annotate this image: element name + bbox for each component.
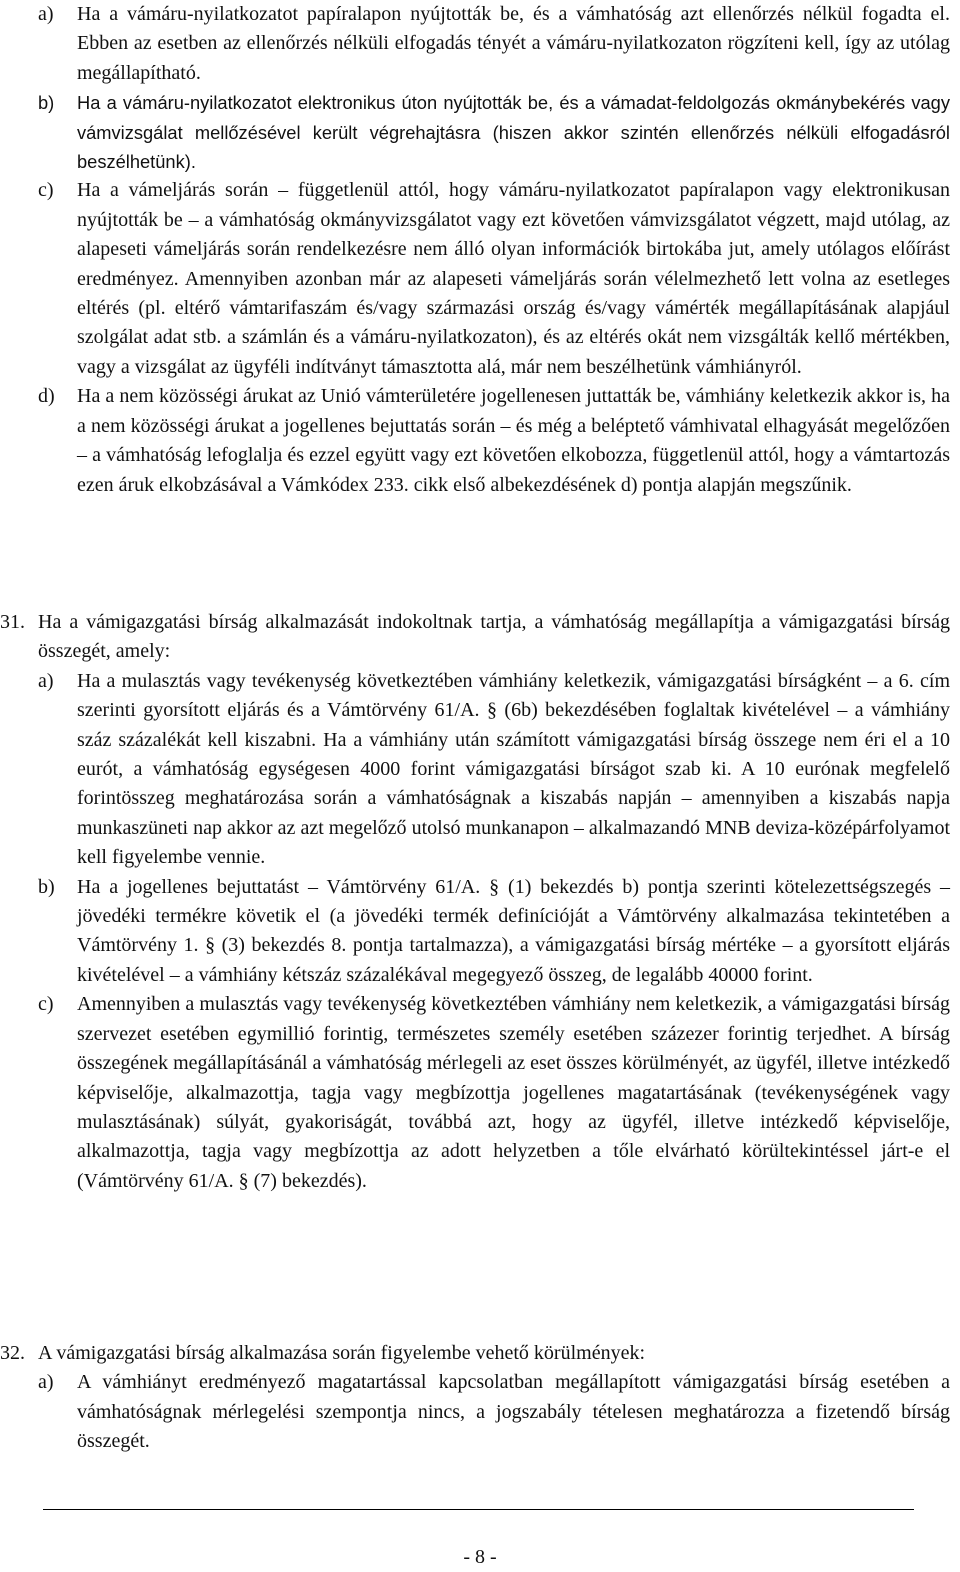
item-label: c)	[38, 993, 54, 1016]
section-31	[0, 608, 955, 1196]
item-text: Ha a jogellenes bejuttatást – Vámtörvény 61/A. § (1) bekezdés b) pontja szerinti kötelezettségszegés – jövedéki termékre követik el (a jövedéki termék definícióját a Vámtörvény alkalmazása tekintetében a Vámtörvény 1. § (3) bekezdés 8. pontja tartalmazza), a vámigazgatási bírság mértéke – a gyorsított eljárás kivételével – a vámhiány kétszáz százalékával megegyező összeg, de legalább 40000 forint.	[77, 875, 950, 986]
section-31-intro	[0, 608, 955, 667]
list-item-31c	[0, 990, 955, 1196]
section-30-list	[0, 0, 955, 500]
list-item-31b	[0, 873, 955, 991]
item-text: Ha a vámáru-nyilatkozatot elektronikus úton nyújtották be, és a vámadat-feldolgozás okmánybekérés vagy vámvizsgálat mellőzésével került végrehajtásra (hiszen akkor szintén ellenőrzés nélküli elfogadásról beszélhetünk).	[77, 92, 950, 173]
list-item-30b	[0, 88, 955, 176]
section-number: 32.	[0, 1342, 25, 1364]
item-label: b)	[38, 92, 55, 114]
item-label: b)	[38, 875, 55, 898]
item-label: c)	[38, 179, 54, 202]
item-label: a)	[38, 1371, 54, 1394]
section-32	[0, 1339, 955, 1457]
item-text: Ha a nem közösségi árukat az Unió vámterületére jogellenesen juttatták be, vámhiány keletkezik akkor is, ha a nem közösségi árukat a jogellenes bejuttatás során – és még a beléptető vámhivatal elhagyását megelőzően – a vámhatóság lefoglalja és ezzel együtt vagy ezt követően elkobozza, függetlenül attól, hogy a vámtartozás ezen áruk elkobzásával a Vámkódex 233. cikk első albekezdésének d) pontja alapján megszűnik.	[77, 385, 950, 496]
section-intro-text: A vámigazgatási bírság alkalmazása során figyelembe vehető körülmények:	[38, 1342, 646, 1364]
item-text: A vámhiányt eredményező magatartással kapcsolatban megállapított vámigazgatási bírság esetében a vámhatóságnak mérlegelési szempontja nincs, a jogszabály tételesen meghatározza a fizetendő bírság összegét.	[77, 1371, 950, 1453]
list-item-30d	[0, 382, 955, 500]
page-number: - 8 -	[463, 1546, 497, 1568]
section-number: 31.	[0, 611, 25, 633]
footer-divider	[43, 1509, 914, 1510]
section-intro-text: Ha a vámigazgatási bírság alkalmazását indokoltnak tartja, a vámhatóság megállapítja a vámigazgatási bírság összegét, amely:	[38, 611, 950, 663]
item-text: Ha a vámáru-nyilatkozatot papíralapon nyújtották be, és a vámhatóság azt ellenőrzés nélkül fogadta el. Ebben az esetben az ellenőrzés nélküli elfogadás tényét a vámáru-nyilatkozaton rögzíteni kell, így az utólag megállapítható.	[77, 3, 950, 84]
list-item-30c	[0, 176, 955, 382]
list-item-30a	[0, 0, 955, 88]
item-text: Amennyiben a mulasztás vagy tevékenység következtében vámhiány nem keletkezik, a vámigazgatási bírság szervezet esetében egymillió forintig, természetes személy esetében százezer forintig terjedhet. A bírság összegének megállapításánál a vámhatóság mérlegeli az eset összes körülményét, az ügyfél, illetve intézkedő képviselője, alkalmazottja, tagja vagy megbízottja jogellenes magatartásának (tevékenységének vagy mulasztásának) súlyát, gyakoriságát, továbbá azt, hogy az ügyfél, illetve intézkedő képviselője, alkalmazottja, tagja vagy megbízottja az adott helyzetben a tőle elvárható körültekintéssel járt-e el (Vámtörvény 61/A. § (7) bekezdés).	[77, 993, 950, 1192]
list-item-32a	[0, 1368, 955, 1456]
item-label: d)	[38, 385, 55, 408]
section-32-intro	[0, 1339, 955, 1368]
item-label: a)	[38, 3, 54, 25]
item-text: Ha a mulasztás vagy tevékenység következtében vámhiány keletkezik, vámigazgatási bírságként – a 6. cím szerinti gyorsított eljárás és a Vámtörvény 61/A. § (6b) bekezdésében foglaltak kivételével – a vámhiány száz százalékát kell kiszabni. Ha a vámhiány után számított vámigazgatási bírság összege nem éri el a 10 eurót, a vámhatóság egységesen 4000 forint vámigazgatási bírságot szab ki. A 10 eurónak megfelelő forintösszeg meghatározása során a vámhatóságnak a kiszabás napján – amennyiben a kiszabás napja munkaszüneti nap akkor az azt megelőző utolsó munkanapon – alkalmazandó MNB deviza-középárfolyamot kell figyelembe vennie.	[77, 669, 950, 869]
item-label: a)	[38, 669, 54, 692]
item-text: Ha a vámeljárás során – függetlenül attól, hogy vámáru-nyilatkozatot papíralapon vagy elektronikusan nyújtották be – a vámhatóság okmányvizsgálatot vagy ezt követően vámvizsgálatot végzett, majd utólag, az alapeseti vámeljárás során rendelkezésre nem álló olyan információk birtokába jut, amely utólagos előírást eredményez. Amennyiben azonban már az alapeseti vámeljárás során vélelmezhető lett volna az esetleges eltérés (pl. eltérő vámtarifaszám és/vagy származási ország és/vagy vámérték megállapításának alapjául szolgálat adat stb. a számlán és a vámáru-nyilatkozaton), és az eltérés okát nem vizsgálták kellő mértékben, vagy a vizsgálat az ügyféli indítványt támasztotta alá, már nem beszélhetünk vámhiányról.	[77, 179, 950, 378]
list-item-31a	[0, 667, 955, 873]
